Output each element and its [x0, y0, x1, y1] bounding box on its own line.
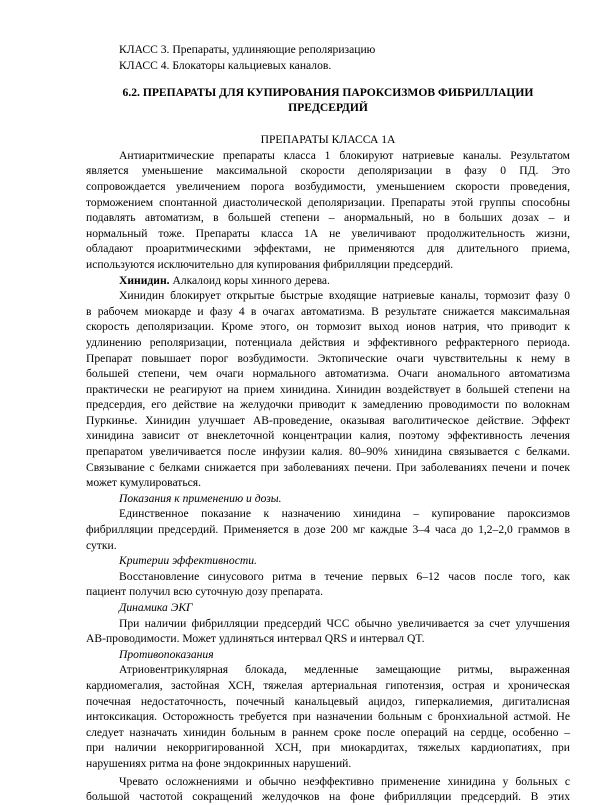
- quinidine-desc: Алкалоид коры хинного дерева.: [169, 273, 330, 287]
- criteria-line: пациент получил всю суточную дозу препарата.: [86, 585, 324, 599]
- intro-line: является уменьшение максимальной скорости деполяризации в фазу 0 ПД. Это: [86, 164, 570, 178]
- criteria-paragraph: [86, 569, 570, 600]
- indications-line: фибрилляции предсердий. Применяется в дозе 200 мг каждые 3–4 часа до 1,2–2,0 граммов в: [86, 523, 570, 537]
- intro-line: Антиаритмические препараты класса 1 блокируют натриевые каналы. Результатом: [119, 148, 570, 162]
- intro-line: торможением спонтанной диастолической деполяризации. Препараты этой группы способны: [86, 195, 570, 209]
- class-4-line: КЛАСС 4. Блокаторы кальциевых каналов.: [119, 58, 332, 72]
- class-list: [86, 42, 570, 73]
- quinidine-paragraph: [86, 288, 570, 491]
- intro-paragraph: [86, 148, 570, 273]
- quinidine-heading: [86, 273, 570, 289]
- final-line: Чревато осложнениями и обычно неэффективно применение хинидина у больных с: [119, 774, 570, 788]
- final-paragraph: [86, 774, 570, 805]
- quinidine-line: Пуркинье. Хинидин улучшает АВ-проведение, оказывая ваголитическое действие. Эффект: [86, 413, 570, 427]
- contraindications-line: следует назначать хинидин больным в раннем сроке после операций на сердце, особенно –: [86, 725, 570, 739]
- section-title-line-1: 6.2. ПРЕПАРАТЫ ДЛЯ КУПИРОВАНИЯ ПАРОКСИЗМОВ ФИБРИЛЛАЦИИ: [122, 86, 534, 100]
- intro-line: обладают проаритмическими эффектами, не применяются для длительного приема,: [86, 242, 570, 256]
- contraindications-line: Атриовентрикулярная блокада, медленные замещающие ритмы, выраженная: [119, 663, 570, 677]
- quinidine-line: Препарат повышает порог возбудимости. Эктопические очаги чувствительны к нему в: [86, 351, 570, 365]
- section-title-line-2: ПРЕДСЕРДИЙ: [288, 101, 368, 115]
- quinidine-line: практически не реагируют на прием хинидина. Хинидин воздействует в большей степени на: [86, 382, 570, 396]
- quinidine-line: может кумулироваться.: [86, 476, 202, 490]
- indications-paragraph: [86, 506, 570, 553]
- intro-line: используются исключительно для купирования фибрилляции предсердий.: [86, 257, 454, 271]
- ecg-line: АВ-проводимости. Может удлиняться интервал QRS и интервал QT.: [86, 632, 425, 646]
- ecg-paragraph: [86, 616, 570, 647]
- ecg-line: При наличии фибрилляции предсердий ЧСС обычно увеличивается за счет улучшения: [119, 616, 570, 630]
- intro-line: нормальный тоже. Препараты класса 1А не увеличивают продолжительность жизни,: [86, 226, 570, 240]
- intro-line: подавлять автоматизм, в большей степени – анормальный, но в больших дозах – и: [86, 211, 570, 225]
- class-3-line: КЛАСС 3. Препараты, удлиняющие реполяризацию: [119, 43, 376, 56]
- quinidine-line: хинидина зависит от внеклеточной концентрации калия, поэтому эффективность лечения: [86, 429, 570, 443]
- quinidine-line: большей степени, чем очаги нормального автоматизма. Очаги аномального автоматизма: [86, 367, 570, 381]
- contraindications-line: почечная недостаточность, почечный канальцевый ацидоз, гиперкалиемия, дигиталисная: [86, 694, 570, 708]
- intro-line: сопровождается увеличением порога возбудимости, уменьшением скорости проведения,: [86, 179, 570, 193]
- ecg-heading: Динамика ЭКГ: [119, 601, 193, 614]
- quinidine-line: скорость деполяризации. Кроме этого, он тормозит выход ионов натрия, что приводит к: [86, 320, 570, 334]
- indications-line: сутки.: [86, 538, 117, 552]
- contraindications-line: при наличии некорригированной ХСН, при миокардитах, тяжелых кардиопатиях, при: [86, 741, 570, 755]
- quinidine-line: Связывание с белками снижается при заболеваниях печени. При заболеваниях печени и почек: [86, 460, 570, 474]
- contraindications-line: кардиомегалия, застойная ХСН, тяжелая артериальная гипотензия, острая и хроническая: [86, 678, 570, 692]
- contraindications-heading: Противопоказания: [119, 647, 214, 661]
- quinidine-line: предсердия, его действие на желудочки приводит к замедлению проводимости по волокнам: [86, 398, 570, 412]
- criteria-line: Восстановление синусового ритма в течение первых 6–12 часов после того, как: [119, 569, 570, 583]
- contraindications-paragraph: [86, 662, 570, 771]
- indications-heading: Показания к применению и дозы.: [119, 491, 282, 505]
- final-line: большой частотой сокращений желудочков на фоне фибрилляции предсердий. В этих: [86, 790, 570, 804]
- page-content: [86, 42, 570, 805]
- section-title: [86, 85, 570, 115]
- indications-line: Единственное показание к назначению хинидина – купирование пароксизмов: [119, 507, 570, 521]
- criteria-heading: Критерии эффективности.: [119, 554, 257, 568]
- contraindications-line: нарушениях ритма на фоне эндокринных нарушений.: [86, 756, 352, 770]
- quinidine-line: удлинению реполяризации, потенциала действия и эффективного рефрактерного периода.: [86, 335, 570, 349]
- subheading: ПРЕПАРАТЫ КЛАССА 1А: [260, 133, 396, 147]
- quinidine-line: препаратом увеличивается после инфузии калия. 80–90% хинидина связывается с белками.: [86, 445, 570, 459]
- quinidine-line: в рабочем миокарде и фазу 4 в очагах автоматизма. В результате снижается максимальная: [86, 304, 570, 318]
- quinidine-line: Хинидин блокирует открытые быстрые входящие натриевые каналы, тормозит фазу 0: [119, 289, 570, 303]
- contraindications-line: интоксикация. Осторожность требуется при назначении больным с бронхиальной астмой. Не: [86, 710, 570, 724]
- quinidine-name: Хинидин.: [119, 273, 170, 287]
